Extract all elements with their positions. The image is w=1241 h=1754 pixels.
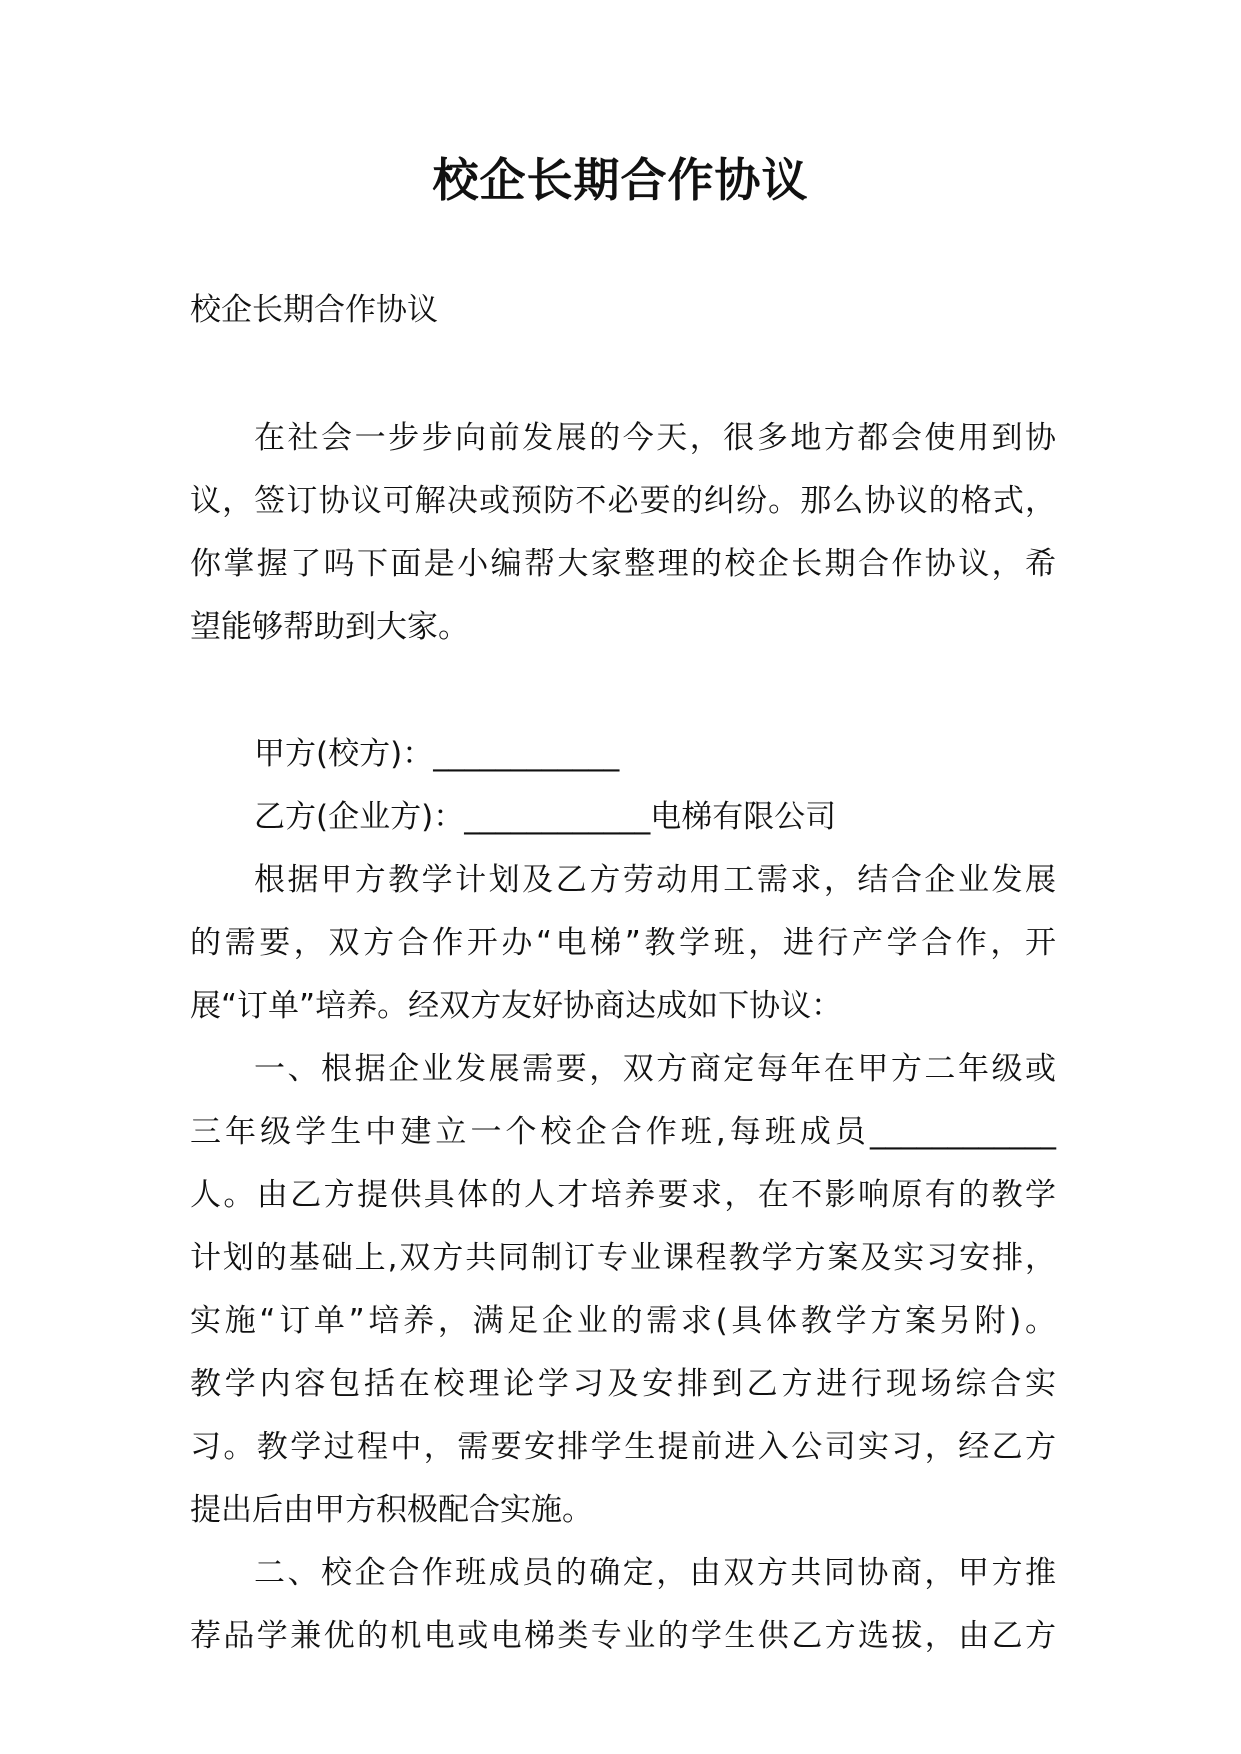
paragraph-gap: [190, 659, 1056, 723]
paragraph-line: 教学内容包括在校理论学习及安排到乙方进行现场综合实: [190, 1366, 1056, 1402]
document-subtitle: 校企长期合作协议: [190, 292, 438, 328]
paragraph-line: 在社会一步步向前发展的今天，很多地方都会使用到协: [254, 420, 1056, 456]
paragraph-line: 实施“订单”培养，满足企业的需求(具体教学方案另附)。: [190, 1303, 1056, 1339]
clause-2-paragraph: [190, 1542, 1056, 1668]
document-title: 校企长期合作协议: [432, 153, 809, 207]
paragraph-line: 荐品学兼优的机电或电梯类专业的学生供乙方选拔，由乙方: [190, 1618, 1056, 1654]
document-body: [190, 407, 1056, 1668]
paragraph-line: 展“订单”培养。经双方友好协商达成如下协议：: [190, 988, 843, 1024]
intro-paragraph: [190, 407, 1056, 659]
paragraph-line: 习。教学过程中，需要安排学生提前进入公司实习，经乙方: [190, 1429, 1056, 1465]
paragraph-line: 议，签订协议可解决或预防不必要的纠纷。那么协议的格式，: [190, 483, 1056, 519]
paragraph-line: 人。由乙方提供具体的人才培养要求，在不影响原有的教学: [190, 1177, 1056, 1213]
paragraph-line: 三年级学生中建立一个校企合作班,每班成员____________: [190, 1114, 1056, 1150]
basis-paragraph: [190, 849, 1056, 1038]
party-b-line: 乙方(企业方)：____________电梯有限公司: [254, 799, 837, 835]
paragraph-line: 的需要，双方合作开办“电梯”教学班，进行产学合作，开: [190, 925, 1056, 961]
paragraph-line: 你掌握了吗下面是小编帮大家整理的校企长期合作协议，希: [190, 546, 1056, 582]
paragraph-line: 望能够帮助到大家。: [190, 609, 469, 645]
paragraph-line: 二、校企合作班成员的确定，由双方共同协商，甲方推: [254, 1555, 1056, 1591]
paragraph-line: 一、根据企业发展需要，双方商定每年在甲方二年级或: [254, 1051, 1056, 1087]
paragraph-line: 提出后由甲方积极配合实施。: [190, 1492, 593, 1528]
paragraph-line: 根据甲方教学计划及乙方劳动用工需求，结合企业发展: [254, 862, 1056, 898]
paragraph-line: 计划的基础上,双方共同制订专业课程教学方案及实习安排，: [190, 1240, 1056, 1276]
clause-1-paragraph: [190, 1038, 1056, 1542]
party-a-line: 甲方(校方)：____________: [254, 736, 620, 772]
